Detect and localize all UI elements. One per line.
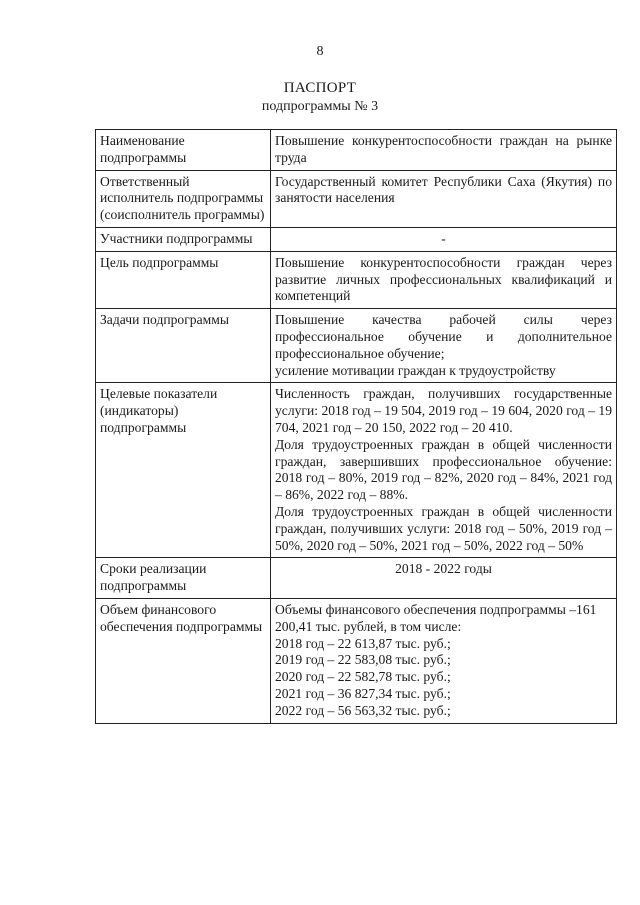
- document-title: ПАСПОРТ: [283, 80, 357, 96]
- value-line: Повышение качества рабочей силы через профессиональное обучение и дополнительное профессиональное обучение;: [275, 312, 612, 361]
- row-label: Цель подпрограммы: [96, 251, 271, 308]
- table-row-timeline: [96, 558, 617, 599]
- value-line: 2018 год – 22 613,87 тыс. руб.;: [275, 635, 451, 651]
- value-line: 2021 год – 36 827,34 тыс. руб.;: [275, 685, 451, 701]
- row-value: [271, 558, 617, 599]
- row-label: Ответственный исполнитель подпрограммы (соисполнитель программы): [96, 170, 271, 227]
- row-label: Сроки реализации подпрограммы: [96, 558, 271, 599]
- row-label: Наименование подпрограммы: [96, 130, 271, 171]
- table-row-executor: [96, 170, 617, 227]
- row-value: [271, 309, 617, 383]
- row-label: Задачи подпрограммы: [96, 309, 271, 383]
- row-label: Целевые показатели (индикаторы) подпрограммы: [96, 383, 271, 558]
- value-line: Государственный комитет Республики Саха (Якутия) по занятости населения: [275, 173, 612, 206]
- table-row-goal: [96, 251, 617, 308]
- row-value: [271, 170, 617, 227]
- row-value: [271, 598, 617, 723]
- value-line: 2018 - 2022 годы: [395, 561, 492, 577]
- table-row-name: [96, 130, 617, 171]
- table-row-tasks: [96, 309, 617, 383]
- value-line: Повышение конкурентоспособности граждан на рынке труда: [275, 133, 612, 165]
- table-row-participants: [96, 227, 617, 251]
- value-line: Доля трудоустроенных граждан в общей численности граждан, получивших услуги: 2018 год – 50%, 2019 год – 50%, 2020 год – 50%, 2021 год – 50%, 2022 год – 50%: [275, 503, 612, 553]
- value-line: Повышение конкурентоспособности граждан через развитие личных профессиональных квалификаций и компетенций: [275, 254, 612, 304]
- value-line: Численность граждан, получивших государственные услуги: 2018 год – 19 504, 2019 год – 19 604, 2020 год – 19 704, 2021 год – 20 150, 2022 год – 20 410.: [275, 386, 612, 435]
- row-label: Объем финансового обеспечения подпрограммы: [96, 598, 271, 723]
- row-value: [271, 227, 617, 251]
- table-row-indicators: [96, 383, 617, 558]
- value-line: усиление мотивации граждан к трудоустройству: [275, 362, 556, 378]
- page-number: 8: [316, 44, 324, 59]
- row-value: [271, 130, 617, 171]
- value-line: Доля трудоустроенных граждан в общей численности граждан, завершивших профессиональное обучение: 2018 год – 80%, 2019 год – 82%, 2020 год – 84%, 2021 год – 86%, 2022 год – 88%.: [275, 436, 612, 503]
- passport-table: [95, 129, 617, 724]
- table-row-financing: [96, 598, 617, 723]
- value-line: -: [441, 230, 446, 246]
- row-value: [271, 383, 617, 558]
- value-line: 2020 год – 22 582,78 тыс. руб.;: [275, 669, 451, 685]
- row-label: Участники подпрограммы: [96, 227, 271, 251]
- document-subtitle: подпрограммы № 3: [261, 99, 379, 114]
- row-value: [271, 251, 617, 308]
- value-line: 2022 год – 56 563,32 тыс. руб.;: [275, 702, 451, 718]
- value-line: 2019 год – 22 583,08 тыс. руб.;: [275, 652, 451, 668]
- value-line: Объемы финансового обеспечения подпрограммы –161 200,41 тыс. рублей, в том числе:: [275, 601, 597, 634]
